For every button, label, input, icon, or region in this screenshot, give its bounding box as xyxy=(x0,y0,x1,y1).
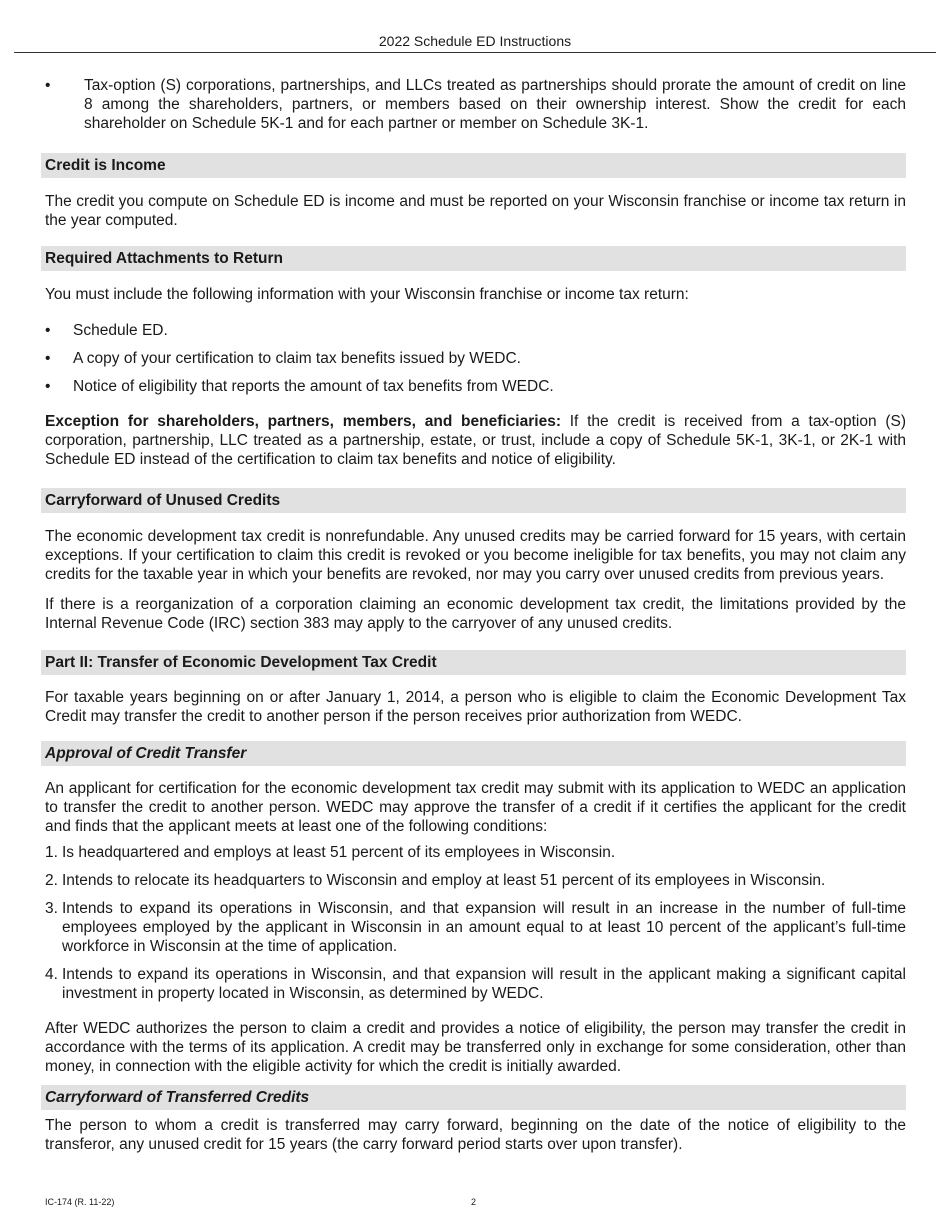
condition-text: Is headquartered and employs at least 51 percent of its employees in Wisconsin. xyxy=(62,844,616,861)
intro-bullet: • Tax-option (S) corporations, partnerships, and LLCs treated as partnerships should prorate the amount of credit on line 8 among the shareholders, partners, or members based on their ownership interest. Show the credit for each shareholder on Schedule 5K-1 and for each partner or member on Schedule 3K-1. xyxy=(45,76,906,133)
heading-credit-is-income: Credit is Income xyxy=(41,153,906,178)
page-header: 2022 Schedule ED Instructions xyxy=(14,33,936,53)
approval-block xyxy=(45,779,906,1076)
attachments-block xyxy=(45,285,906,469)
condition-number: 4. xyxy=(45,966,58,983)
attachment-item: • A copy of your certification to claim tax benefits issued by WEDC. xyxy=(45,349,906,368)
condition-number: 2. xyxy=(45,872,58,889)
attachments-intro: You must include the following information with your Wisconsin franchise or income tax return: xyxy=(45,286,689,303)
approval-after: After WEDC authorizes the person to claim a credit and provides a notice of eligibility, the person may transfer the credit in accordance with the terms of its application. A credit may be transferred only in exchange for some consideration, other than money, in connection with the eligible activity for which the credit is initially awarded. xyxy=(45,1020,906,1075)
credit-income-text: The credit you compute on Schedule ED is income and must be reported on your Wisconsin franchise or income tax return in the year computed. xyxy=(45,193,906,229)
heading-carryforward-transferred: Carryforward of Transferred Credits xyxy=(41,1085,906,1110)
credit-income-text-block xyxy=(45,192,906,230)
part2-text: For taxable years beginning on or after January 1, 2014, a person who is eligible to claim the Economic Development Tax Credit may transfer the credit to another person if the person receives prior authorization from WEDC. xyxy=(45,689,906,725)
part2-block xyxy=(45,688,906,726)
attachment-item: • Schedule ED. xyxy=(45,321,906,340)
condition-text: Intends to expand its operations in Wisconsin, and that expansion will result in an increase in the number of full-time employees employed by the applicant in Wisconsin in an amount equal to at least 10 percent of the applicant’s full-time workforce in Wisconsin at the time of application. xyxy=(62,900,906,955)
heading-carryforward-unused: Carryforward of Unused Credits xyxy=(41,488,906,513)
heading-part2: Part II: Transfer of Economic Development Tax Credit xyxy=(41,650,906,675)
approval-intro: An applicant for certification for the economic development tax credit may submit with its application to WEDC an application to transfer the credit to another person. WEDC may approve the transfer of a credit if it certifies the applicant for the credit and finds that the applicant meets at least one of the following conditions: xyxy=(45,780,906,835)
heading-required-attachments: Required Attachments to Return xyxy=(41,246,906,271)
condition-number: 1. xyxy=(45,844,58,861)
condition-text: Intends to expand its operations in Wisconsin, and that expansion will result in the applicant making a significant capital investment in property located in Wisconsin, as determined by WEDC. xyxy=(62,966,906,1002)
condition-item xyxy=(45,965,906,1003)
attachment-item: • Notice of eligibility that reports the amount of tax benefits from WEDC. xyxy=(45,377,906,396)
condition-item xyxy=(45,871,906,890)
carryforward-unused-block xyxy=(45,527,906,633)
intro-section xyxy=(45,76,906,133)
carryforward-transferred-block xyxy=(45,1116,906,1154)
exception-paragraph xyxy=(45,412,906,469)
condition-item xyxy=(45,899,906,956)
carryforward-unused-p2: If there is a reorganization of a corporation claiming an economic development tax credit, the limitations provided by the Internal Revenue Code (IRC) section 383 may apply to the carryover of any unused credits. xyxy=(45,596,906,632)
condition-number: 3. xyxy=(45,900,58,917)
page-number: 2 xyxy=(471,1197,477,1207)
carryforward-transferred-text: The person to whom a credit is transferred may carry forward, beginning on the date of the notice of eligibility to the transferor, any unused credit for 15 years (the carry forward period starts over upon transfer). xyxy=(45,1117,906,1153)
condition-text: Intends to relocate its headquarters to Wisconsin and employ at least 51 percent of its employees in Wisconsin. xyxy=(62,872,826,889)
carryforward-unused-p1: The economic development tax credit is nonrefundable. Any unused credits may be carried forward for 15 years, with certain exceptions. If your certification to claim this credit is revoked or you become ineligible for tax benefits, you may not claim any credits for the taxable year in which your benefits are revoked, nor may you carry over unused credits from previous years. xyxy=(45,528,906,583)
form-number: IC-174 (R. 11-22) xyxy=(45,1197,115,1207)
exception-text: If the credit is received from a tax-option (S) corporation, partnership, LLC treated as a partnership, estate, or trust, include a copy of Schedule 5K-1, 3K-1, or 2K-1 with Schedule ED instead of the certification to claim tax benefits and notice of eligibility. xyxy=(45,413,906,468)
condition-item xyxy=(45,843,906,862)
exception-label: Exception for shareholders, partners, members, and beneficiaries: xyxy=(45,413,561,430)
heading-approval-of-credit-transfer: Approval of Credit Transfer xyxy=(41,741,906,766)
